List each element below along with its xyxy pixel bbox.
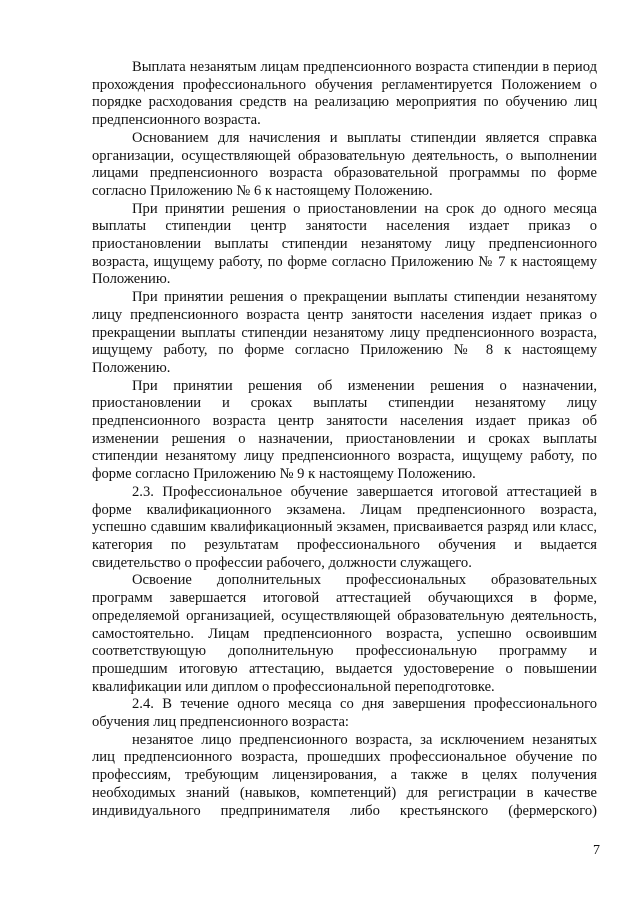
paragraph-section-2-4: 2.4. В течение одного месяца со дня завершения профессионального обучения лиц предпенсионного возраста: <box>92 696 597 731</box>
document-body <box>92 59 597 820</box>
paragraph-termination: При принятии решения о прекращении выплаты стипендии незанятому лицу предпенсионного возраста центр занятости населения издает приказ о прекращении выплаты стипендии незанятому лицу предпенсионного возраста, ищущему работу, по форме согласно Приложению № 8 к настоящему Положению. <box>92 289 597 376</box>
paragraph-additional-programs: Освоение дополнительных профессиональных образовательных программ завершается итоговой аттестацией обучающихся в форме, определяемой организацией, осуществляющей образовательную деятельность, самостоятельно. Лицам предпенсионного возраста, успешно освоившим соответствующую дополнительную профессиональную программу и прошедшим итоговую аттестацию, выдается удостоверение о повышении квалификации или диплом о профессиональной переподготовке. <box>92 572 597 695</box>
paragraph-unemployed-person: незанятое лицо предпенсионного возраста, за исключением незанятых лиц предпенсионного возраста, прошедших профессиональное обучение по профессиям, требующим лицензирования, а также в целях получения необходимых знаний (навыков, компетенций) для регистрации в качестве индивидуального предпринимателя либо крестьянского (фермерского) <box>92 731 597 819</box>
paragraph-stipend-basis: Основанием для начисления и выплаты стипендии является справка организации, осуществляющей образовательную деятельность, о выполнении лицами предпенсионного возраста образовательной программы по форме согласно Приложению № 6 к настоящему Положению. <box>92 129 597 199</box>
paragraph-suspension: При принятии решения о приостановлении на срок до одного месяца выплаты стипендии центр занятости населения издает приказ о приостановлении выплаты стипендии незанятому лицу предпенсионного возраста, ищущему работу, по форме согласно Приложению № 7 к настоящему Положению. <box>92 200 597 288</box>
paragraph-change-decision: При принятии решения об изменении решения о назначении, приостановлении и сроках выплаты стипендии незанятому лицу предпенсионного возраста центр занятости населения издает приказ об изменении решения о назначении, приостановлении и сроках выплаты стипендии незанятому лицу предпенсионного возраста, ищущему работу, по форме согласно Приложению № 9 к настоящему Положению. <box>92 377 597 483</box>
paragraph-section-2-3: 2.3. Профессиональное обучение завершается итоговой аттестацией в форме квалификационного экзамена. Лицам предпенсионного возраста, успешно сдавшим квалификационный экзамен, присваивается разряд или класс, категория по результатам профессионального обучения и выдается свидетельство о профессии рабочего, должности служащего. <box>92 483 597 571</box>
page-number: 7 <box>593 843 600 858</box>
paragraph-stipend-payment: Выплата незанятым лицам предпенсионного возраста стипендии в период прохождения профессионального обучения регламентируется Положением о порядке расходования средств на реализацию мероприятия по обучению лиц предпенсионного возраста. <box>92 59 597 129</box>
